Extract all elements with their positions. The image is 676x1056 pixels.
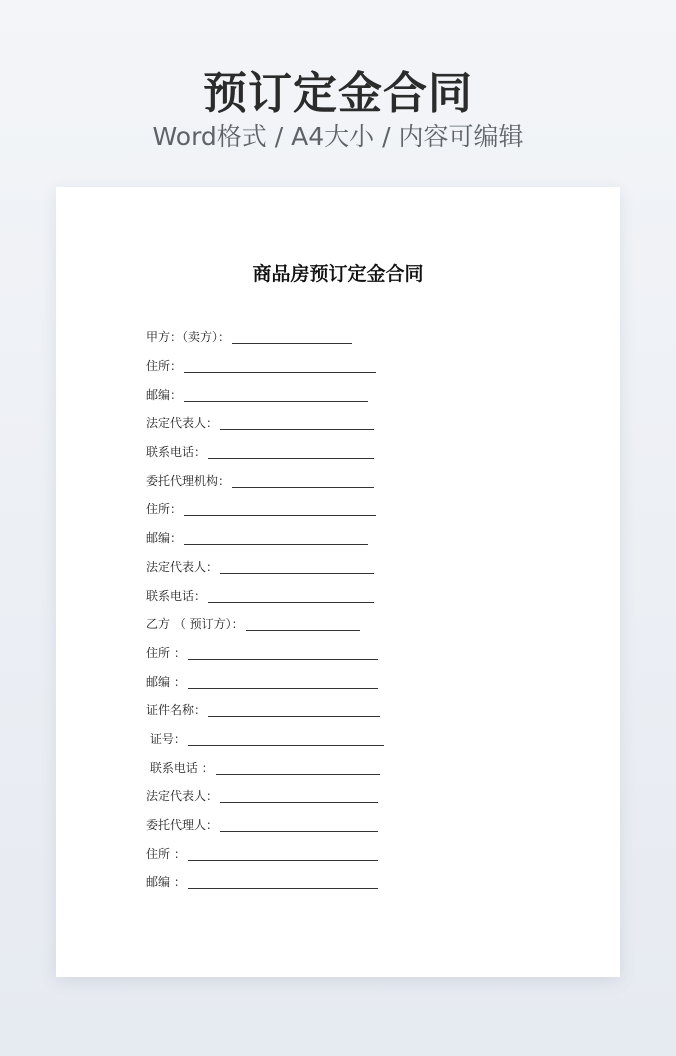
blank-line — [184, 501, 376, 516]
field-label: 联系电话： — [146, 589, 207, 603]
blank-line — [220, 817, 378, 832]
field-label: 联系电话： — [146, 445, 207, 459]
document-page — [56, 187, 620, 977]
field-label: 甲方：（卖方）： — [146, 330, 231, 344]
field-label: 住所： — [146, 359, 183, 373]
field-id-type — [146, 696, 380, 718]
field-postcode — [146, 668, 378, 690]
blank-line — [216, 760, 380, 775]
field-agent — [146, 811, 378, 833]
field-legal-rep — [146, 782, 378, 804]
blank-line — [208, 702, 380, 717]
field-label: 法定代表人： — [146, 789, 219, 803]
document-title: 商品房预订定金合同 — [252, 263, 424, 285]
field-label: 证号： — [146, 732, 186, 746]
page-subtitle: Word格式 / A4大小 / 内容可编辑 — [152, 122, 524, 151]
field-label: 邮编： — [146, 388, 183, 402]
page-title: 预订定金合同 — [203, 68, 473, 119]
field-postcode — [146, 524, 368, 546]
field-label: 住所 ： — [146, 646, 186, 660]
field-agency — [146, 467, 374, 489]
blank-line — [246, 616, 360, 631]
field-address — [146, 352, 376, 374]
field-label: 委托代理人： — [146, 818, 219, 832]
field-legal-rep — [146, 409, 374, 431]
field-party-b — [146, 610, 360, 632]
field-legal-rep — [146, 553, 374, 575]
field-phone — [146, 438, 374, 460]
field-address — [146, 840, 378, 862]
field-label: 住所 ： — [146, 847, 186, 861]
blank-line — [208, 444, 374, 459]
field-phone — [146, 754, 380, 776]
blank-line — [232, 473, 374, 488]
field-label: 法定代表人： — [146, 416, 219, 430]
field-postcode — [146, 381, 368, 403]
field-id-number — [146, 725, 384, 747]
field-party-a — [146, 323, 352, 345]
field-address — [146, 495, 376, 517]
blank-line — [188, 731, 384, 746]
field-label: 乙方 （ 预订方）： — [146, 617, 244, 631]
blank-line — [220, 788, 378, 803]
blank-line — [188, 846, 378, 861]
field-phone — [146, 582, 374, 604]
field-label: 邮编： — [146, 531, 183, 545]
field-address — [146, 639, 378, 661]
field-label: 法定代表人： — [146, 560, 219, 574]
blank-line — [188, 874, 378, 889]
blank-line — [220, 559, 374, 574]
blank-line — [188, 645, 378, 660]
blank-line — [184, 358, 376, 373]
blank-line — [188, 674, 378, 689]
field-label: 联系电话 ： — [146, 761, 214, 775]
blank-line — [184, 530, 368, 545]
field-label: 邮编 ： — [146, 675, 186, 689]
field-label: 住所： — [146, 502, 183, 516]
blank-line — [208, 588, 374, 603]
field-postcode — [146, 868, 378, 890]
blank-line — [184, 387, 368, 402]
blank-line — [232, 329, 352, 344]
blank-line — [220, 415, 374, 430]
field-label: 证件名称： — [146, 703, 207, 717]
field-label: 委托代理机构： — [146, 474, 231, 488]
field-label: 邮编 ： — [146, 875, 186, 889]
